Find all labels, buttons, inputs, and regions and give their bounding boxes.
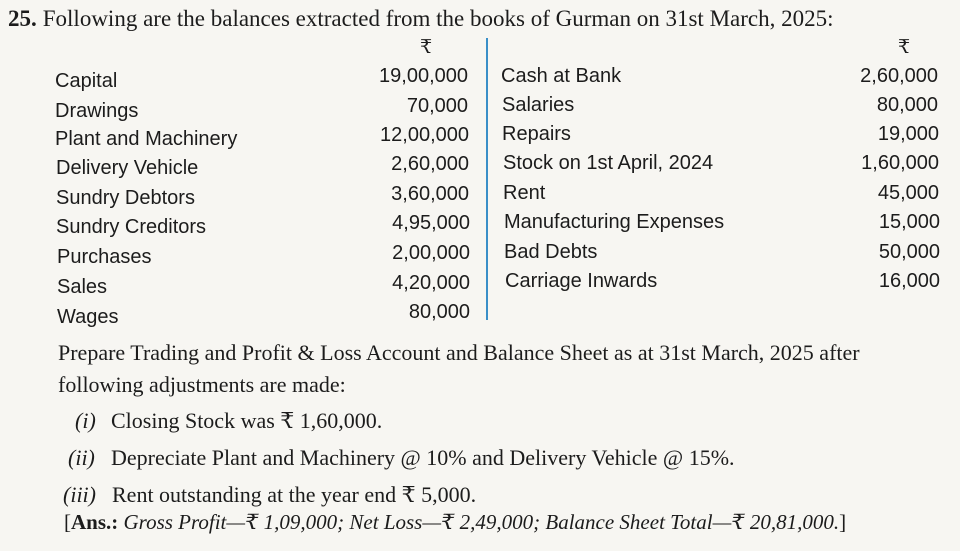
right-item-amount: 50,000 bbox=[878, 241, 940, 263]
adjustment-text: Rent outstanding at the year end ₹ 5,000. bbox=[112, 482, 477, 507]
answer-open-bracket: [ bbox=[64, 510, 71, 534]
adjustment-item bbox=[68, 445, 735, 471]
left-item-amount: 70,000 bbox=[406, 95, 468, 117]
right-item-label: Stock on 1st April, 2024 bbox=[503, 152, 714, 174]
column-divider bbox=[486, 38, 488, 320]
adjustment-number: (ii) bbox=[68, 445, 95, 470]
right-item-amount: 16,000 bbox=[878, 270, 940, 292]
answer-close-bracket: ] bbox=[839, 510, 847, 534]
left-item-label: Purchases bbox=[57, 246, 152, 268]
instruction-line-2: following adjustments are made: bbox=[58, 372, 346, 397]
right-item-amount: 2,60,000 bbox=[860, 65, 938, 87]
left-item-label: Wages bbox=[57, 306, 119, 328]
answer-line bbox=[64, 510, 846, 535]
left-item-label: Drawings bbox=[55, 100, 139, 122]
answer-label: Ans.: bbox=[71, 510, 119, 534]
adjustment-text: Closing Stock was ₹ 1,60,000. bbox=[111, 408, 383, 433]
left-item-amount: 4,20,000 bbox=[392, 272, 470, 294]
right-currency-header: ₹ bbox=[898, 37, 911, 58]
left-item-label: Sales bbox=[57, 276, 108, 298]
adjustment-text: Depreciate Plant and Machinery @ 10% and Delivery Vehicle @ 15%. bbox=[111, 445, 735, 470]
question-text: Following are the balances extracted from the books of Gurman on 31st March, 2025: bbox=[42, 6, 834, 31]
instruction-line-1: Prepare Trading and Profit & Loss Account and Balance Sheet as at 31st March, 2025 after bbox=[58, 340, 860, 365]
adjustment-item bbox=[63, 482, 476, 508]
right-item-label: Bad Debts bbox=[504, 241, 598, 263]
right-item-amount: 80,000 bbox=[876, 94, 938, 116]
left-item-label: Sundry Creditors bbox=[56, 216, 207, 238]
adjustment-number: (i) bbox=[75, 408, 96, 433]
left-item-amount: 80,000 bbox=[408, 301, 470, 323]
right-item-label: Repairs bbox=[502, 123, 571, 145]
right-item-label: Manufacturing Expenses bbox=[504, 211, 725, 233]
right-item-amount: 15,000 bbox=[878, 211, 940, 233]
left-item-label: Delivery Vehicle bbox=[56, 157, 199, 179]
left-item-label: Capital bbox=[55, 70, 118, 92]
left-item-amount: 4,95,000 bbox=[392, 212, 470, 234]
left-item-amount: 3,60,000 bbox=[391, 183, 469, 205]
left-item-amount: 2,60,000 bbox=[391, 153, 469, 175]
question-number: 25. bbox=[8, 6, 37, 31]
right-item-label: Salaries bbox=[502, 94, 575, 116]
left-item-amount: 19,00,000 bbox=[379, 65, 468, 87]
adjustment-item bbox=[75, 408, 382, 434]
right-item-label: Cash at Bank bbox=[501, 65, 622, 87]
right-item-label: Carriage Inwards bbox=[505, 270, 658, 292]
question-heading bbox=[8, 6, 834, 32]
left-item-label: Sundry Debtors bbox=[56, 187, 195, 209]
left-currency-header: ₹ bbox=[420, 37, 433, 58]
right-item-label: Rent bbox=[503, 182, 546, 204]
right-item-amount: 19,000 bbox=[877, 123, 939, 145]
left-item-amount: 2,00,000 bbox=[392, 242, 470, 264]
left-item-amount: 12,00,000 bbox=[380, 124, 469, 146]
right-item-amount: 45,000 bbox=[877, 182, 939, 204]
right-item-amount: 1,60,000 bbox=[861, 152, 939, 174]
adjustment-number: (iii) bbox=[63, 482, 96, 507]
answer-text: Gross Profit—₹ 1,09,000; Net Loss—₹ 2,49,000; Balance Sheet Total—₹ 20,81,000. bbox=[123, 510, 840, 534]
left-item-label: Plant and Machinery bbox=[55, 128, 238, 150]
